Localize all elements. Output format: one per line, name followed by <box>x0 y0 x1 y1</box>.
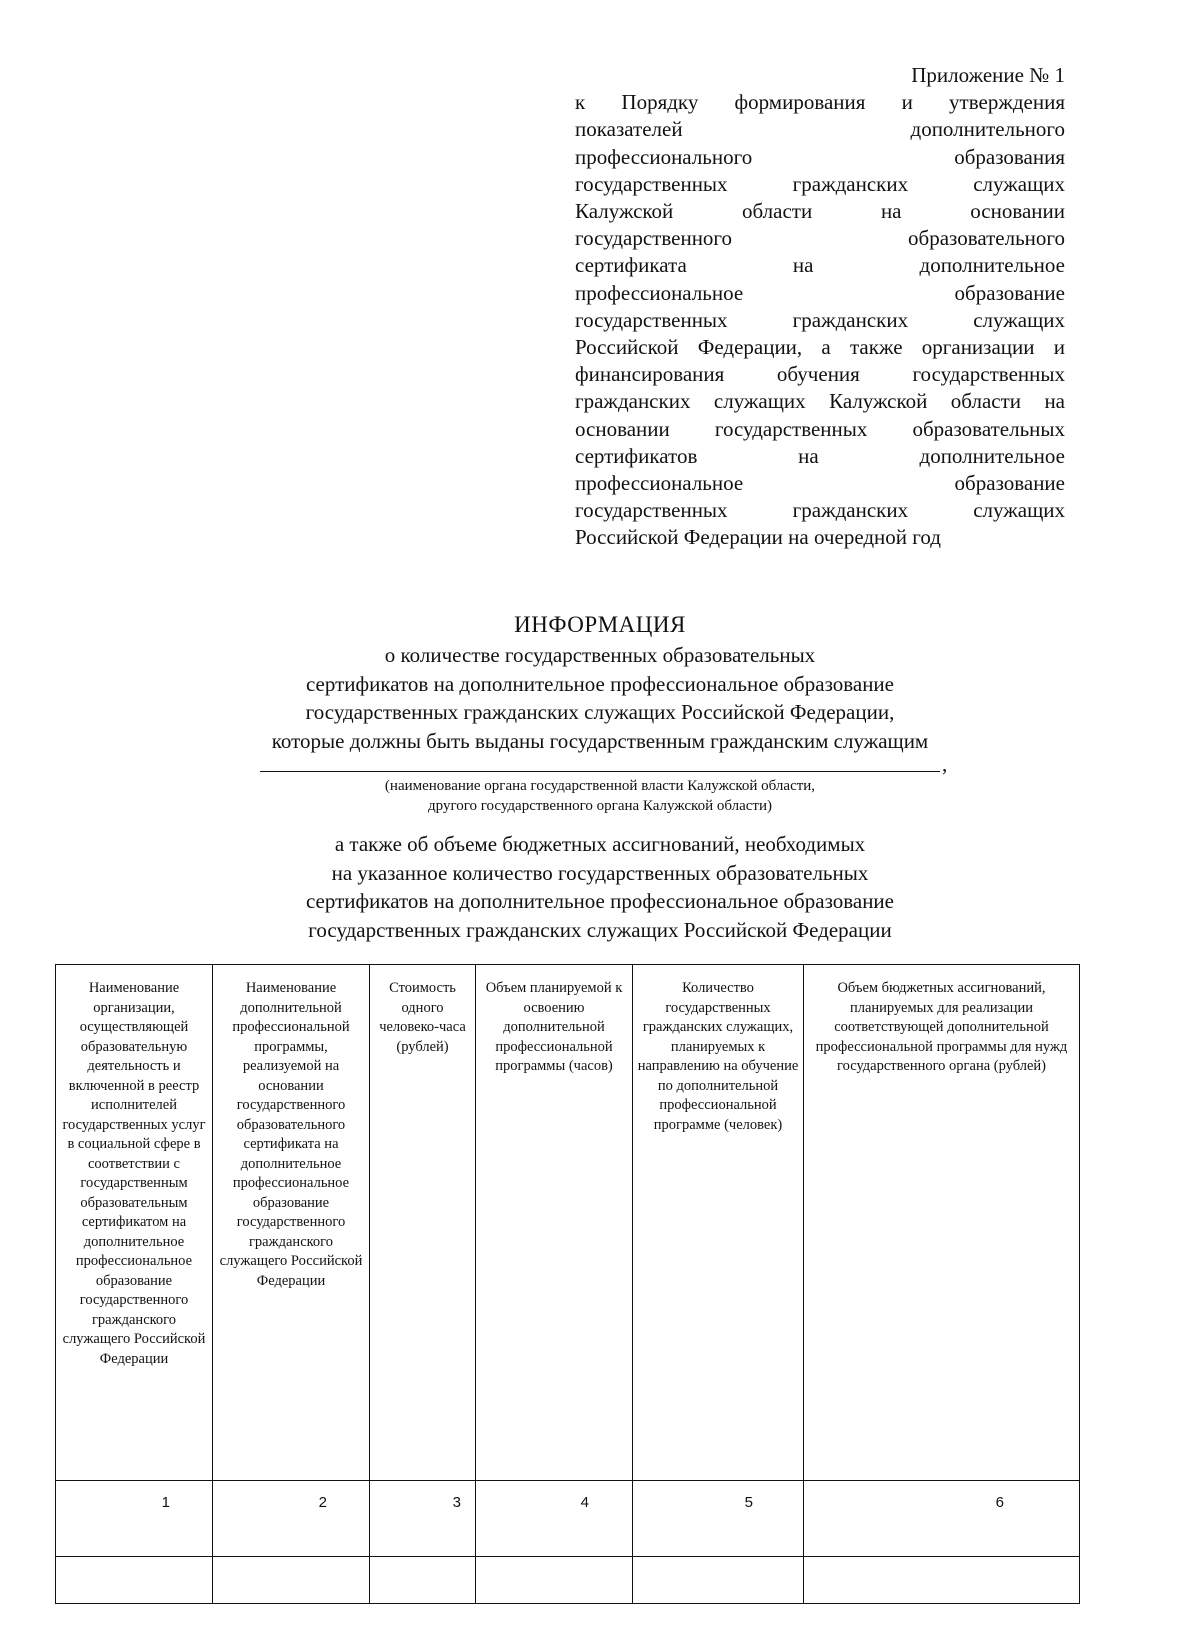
subtitle-line: сертификатов на дополнительное профессиональное образование <box>305 671 894 696</box>
column-number: 1 <box>56 1481 213 1557</box>
appendix-line: профессиональное образование <box>575 280 1065 305</box>
subtitle-line: о количестве государственных образовательных <box>384 643 816 667</box>
scope-line: государственных гражданских служащих Российской Федерации <box>308 917 892 942</box>
header-cell-employee-count: Количество государственных гражданских служащих, планируемых к направлению на обучение по дополнительной профессиональной программе (человек) <box>633 965 804 1481</box>
column-number: 6 <box>804 1481 1080 1557</box>
appendix-line: государственных гражданских служащих <box>575 307 1065 332</box>
appendix-line: гражданских служащих Калужской области на <box>575 389 1065 414</box>
appendix-line: показателей дополнительного <box>575 117 1065 142</box>
header-cell-program-hours: Объем планируемой к освоению дополнительной профессиональной программы (часов) <box>476 965 633 1481</box>
table-cell <box>370 1557 476 1604</box>
appendix-line: к Порядку формирования и утверждения <box>575 90 1065 115</box>
document-subtitle <box>0 641 1200 755</box>
appendix-line: профессиональное образование <box>575 471 1065 496</box>
table-number-row <box>56 1481 1080 1557</box>
appendix-line: Российской Федерации, а также организации и <box>575 335 1065 360</box>
table-cell <box>804 1557 1080 1604</box>
organ-name-caption <box>0 776 1200 816</box>
appendix-line: сертификата на дополнительное <box>575 253 1065 278</box>
scope-line: сертификатов на дополнительное профессиональное образование <box>305 889 894 913</box>
appendix-line: финансирования обучения государственных <box>575 362 1065 387</box>
column-number: 3 <box>370 1481 476 1557</box>
organ-name-blank-line <box>260 771 940 772</box>
header-cell-organization: Наименование организации, осуществляющей образовательную деятельность и включенной в реестр исполнителей государственных услуг в социальной сфере в соответствии с государственным образовательным сертификатом на дополнительное профессиональное образование государственного гражданского служащего Российской Федерации <box>56 965 213 1481</box>
column-number: 5 <box>633 1481 804 1557</box>
appendix-line: государственных гражданских служащих <box>575 498 1065 523</box>
table-row <box>56 1557 1080 1604</box>
table-header-row <box>56 965 1080 1481</box>
header-cell-program: Наименование дополнительной профессиональной программы, реализуемой на основании государственного образовательного сертификата на дополнительное профессиональное образование государственного гражданского служащего Российской Федерации <box>213 965 370 1481</box>
appendix-line: Калужской области на основании <box>575 199 1065 224</box>
appendix-line: профессионального образования <box>575 144 1065 169</box>
appendix-block <box>575 62 1065 552</box>
appendix-line: сертификатов на дополнительное <box>575 443 1065 468</box>
scope-line: на указанное количество государственных образовательных <box>331 860 869 885</box>
appendix-title: Приложение № 1 <box>911 63 1065 87</box>
table-cell <box>633 1557 804 1604</box>
table-cell <box>213 1557 370 1604</box>
header-cell-hour-cost: Стоимость одного человеко-часа (рублей) <box>370 965 476 1481</box>
column-number: 4 <box>476 1481 633 1557</box>
table-cell <box>476 1557 633 1604</box>
column-number: 2 <box>213 1481 370 1557</box>
header-cell-budget: Объем бюджетных ассигнований, планируемых для реализации соответствующей дополнительной профессиональной программы для нужд государственного органа (рублей) <box>804 965 1080 1481</box>
subtitle-line: государственных гражданских служащих Российской Федерации, <box>305 700 895 724</box>
caption-line: (наименование органа государственной власти Калужской области, <box>384 778 816 794</box>
scope-line: а также об объеме бюджетных ассигнований, необходимых <box>334 832 866 856</box>
caption-line: другого государственного органа Калужской области) <box>428 798 772 814</box>
document-scope <box>0 830 1200 944</box>
appendix-line: основании государственных образовательных <box>575 416 1065 441</box>
information-table <box>55 964 1080 1604</box>
organ-name-comma: , <box>942 752 948 776</box>
document-title: ИНФОРМАЦИЯ <box>514 612 686 637</box>
appendix-line: Российской Федерации на очередной год <box>575 525 941 550</box>
appendix-line: государственного образовательного <box>575 226 1065 251</box>
table-cell <box>56 1557 213 1604</box>
appendix-line: государственных гражданских служащих <box>575 171 1065 196</box>
subtitle-line: которые должны быть выданы государственным гражданским служащим <box>271 728 929 753</box>
